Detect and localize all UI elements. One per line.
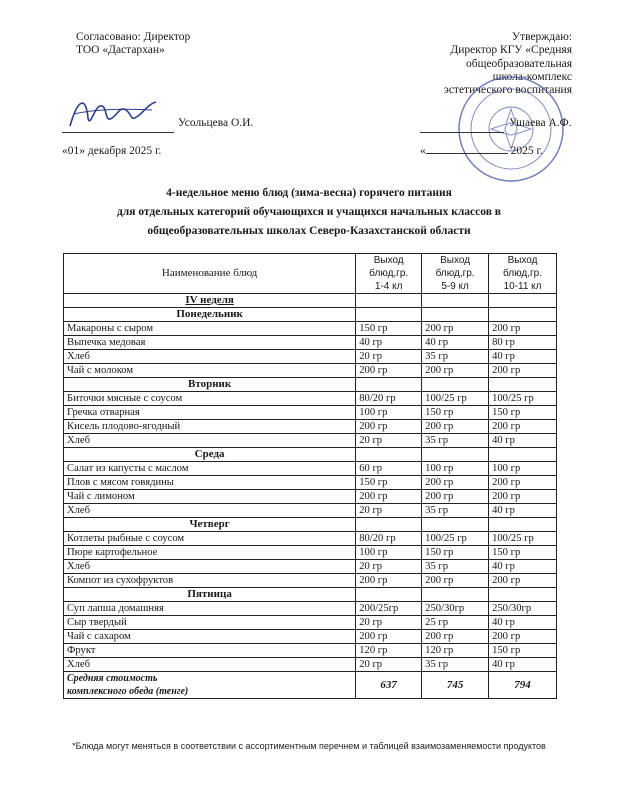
- signer-right: Ушаева А.Ф.: [509, 117, 572, 129]
- header-c3-line3: 10-11 кл: [503, 281, 542, 292]
- dish-name: Пюре картофельное: [64, 546, 356, 560]
- portion-cell: 250/30гр: [489, 602, 557, 616]
- table-row: [64, 392, 557, 406]
- dish-name: Кисель плодово-ягодный: [64, 420, 356, 434]
- table-row: [64, 364, 557, 378]
- header-c1-line1: Выход: [373, 255, 404, 266]
- title-line-3: общеобразовательных школах Северо-Казахстанской области: [147, 225, 471, 237]
- portion-cell: 80/20 гр: [356, 392, 422, 406]
- header-output-1-4: [356, 254, 422, 294]
- portion-cell: 150 гр: [356, 476, 422, 490]
- portion-cell: 200/25гр: [356, 602, 422, 616]
- portion-cell: 150 гр: [422, 406, 489, 420]
- table-row: [64, 462, 557, 476]
- empty-cell: [422, 518, 489, 532]
- portion-cell: 100 гр: [356, 546, 422, 560]
- empty-cell: [356, 308, 422, 322]
- day-label: Понедельник: [64, 308, 356, 322]
- portion-cell: 40 гр: [489, 616, 557, 630]
- empty-cell: [489, 378, 557, 392]
- footnote: *Блюда могут меняться в соответствии с ассортиментным перечнем и таблицей взаимозаменяемости продуктов: [72, 741, 546, 751]
- portion-cell: 200 гр: [489, 574, 557, 588]
- portion-cell: 40 гр: [489, 350, 557, 364]
- portion-cell: 100 гр: [422, 462, 489, 476]
- portion-cell: 20 гр: [356, 560, 422, 574]
- portion-cell: 20 гр: [356, 616, 422, 630]
- portion-cell: 35 гр: [422, 504, 489, 518]
- header-output-5-9: [422, 254, 489, 294]
- header-c2-line3: 5-9 кл: [441, 281, 469, 292]
- portion-cell: 100/25 гр: [489, 392, 557, 406]
- empty-cell: [356, 448, 422, 462]
- dish-name: Биточки мясные с соусом: [64, 392, 356, 406]
- day-row: [64, 588, 557, 602]
- week-row: [64, 294, 557, 308]
- header-output-10-11: [489, 254, 557, 294]
- approval-right-title: Утверждаю:: [511, 31, 572, 43]
- portion-cell: 35 гр: [422, 434, 489, 448]
- portion-cell: 40 гр: [489, 658, 557, 672]
- header-dish-name: Наименование блюд: [64, 254, 356, 294]
- portion-cell: 200 гр: [489, 420, 557, 434]
- portion-cell: 150 гр: [489, 644, 557, 658]
- portion-cell: 150 гр: [489, 546, 557, 560]
- day-label: Вторник: [64, 378, 356, 392]
- dish-name: Салат из капусты с маслом: [64, 462, 356, 476]
- approval-right-line4: школа-комплекс: [492, 70, 572, 83]
- dish-name: Компот из сухофруктов: [64, 574, 356, 588]
- empty-cell: [422, 448, 489, 462]
- dish-name: Котлеты рыбные с соусом: [64, 532, 356, 546]
- table-row: [64, 490, 557, 504]
- portion-cell: 200 гр: [422, 574, 489, 588]
- portion-cell: 200 гр: [356, 490, 422, 504]
- portion-cell: 40 гр: [489, 504, 557, 518]
- portion-cell: 200 гр: [489, 476, 557, 490]
- cost-1-4: 637: [356, 672, 422, 699]
- approval-right-line3: общеобразовательная: [466, 57, 572, 70]
- cost-label-line1: Средняя стоимость: [67, 673, 158, 684]
- approval-right-line5: эстетического воспитания: [443, 84, 572, 97]
- date-left: «01» декабря 2025 г.: [62, 145, 162, 157]
- portion-cell: 200 гр: [422, 630, 489, 644]
- portion-cell: 200 гр: [489, 630, 557, 644]
- empty-cell: [489, 448, 557, 462]
- dish-name: Чай с молоком: [64, 364, 356, 378]
- header-c3-line1: Выход: [507, 255, 538, 266]
- day-row: [64, 448, 557, 462]
- portion-cell: 120 гр: [356, 644, 422, 658]
- dish-name: Хлеб: [64, 504, 356, 518]
- dish-name: Суп лапша домашняя: [64, 602, 356, 616]
- empty-cell: [356, 294, 422, 308]
- empty-cell: [422, 308, 489, 322]
- table-row: [64, 336, 557, 350]
- table-row: [64, 658, 557, 672]
- portion-cell: 80/20 гр: [356, 532, 422, 546]
- day-label: Четверг: [64, 518, 356, 532]
- portion-cell: 200 гр: [422, 322, 489, 336]
- portion-cell: 120 гр: [422, 644, 489, 658]
- table-row: [64, 630, 557, 644]
- title-line-2: для отдельных категорий обучающихся и учащихся начальных классов в: [116, 206, 502, 218]
- dish-name: Макароны с сыром: [64, 322, 356, 336]
- empty-cell: [422, 294, 489, 308]
- signer-left: Усольцева О.И.: [178, 117, 254, 129]
- empty-cell: [489, 588, 557, 602]
- approval-right-line2: Директор КГУ «Средняя: [450, 44, 572, 57]
- dish-name: Сыр твердый: [64, 616, 356, 630]
- cost-label: [64, 672, 356, 699]
- empty-cell: [356, 378, 422, 392]
- cost-label-line2: комплексного обеда (тенге): [67, 686, 189, 697]
- menu-table: [63, 253, 557, 699]
- table-row: [64, 532, 557, 546]
- table-row: [64, 420, 557, 434]
- dish-name: Чай с сахаром: [64, 630, 356, 644]
- portion-cell: 60 гр: [356, 462, 422, 476]
- portion-cell: 35 гр: [422, 350, 489, 364]
- portion-cell: 200 гр: [356, 420, 422, 434]
- dish-name: Фрукт: [64, 644, 356, 658]
- date-right: [420, 145, 543, 157]
- portion-cell: 35 гр: [422, 560, 489, 574]
- portion-cell: 150 гр: [356, 322, 422, 336]
- dish-name: Выпечка медовая: [64, 336, 356, 350]
- table-row: [64, 602, 557, 616]
- empty-cell: [489, 518, 557, 532]
- portion-cell: 20 гр: [356, 434, 422, 448]
- header-c2-line1: Выход: [440, 255, 471, 266]
- table-row: [64, 560, 557, 574]
- table-row: [64, 616, 557, 630]
- empty-cell: [356, 588, 422, 602]
- portion-cell: 200 гр: [422, 476, 489, 490]
- empty-cell: [422, 378, 489, 392]
- table-row: [64, 574, 557, 588]
- portion-cell: 200 гр: [422, 364, 489, 378]
- document-title: [0, 184, 618, 241]
- dish-name: Хлеб: [64, 350, 356, 364]
- portion-cell: 20 гр: [356, 658, 422, 672]
- portion-cell: 20 гр: [356, 350, 422, 364]
- portion-cell: 20 гр: [356, 504, 422, 518]
- date-right-prefix: «: [420, 145, 426, 157]
- cost-row: [64, 672, 557, 699]
- dish-name: Хлеб: [64, 434, 356, 448]
- table-row: [64, 322, 557, 336]
- portion-cell: 100/25 гр: [489, 532, 557, 546]
- approval-left-title: Согласовано: Директор: [76, 31, 191, 43]
- day-label: Пятница: [64, 588, 356, 602]
- portion-cell: 150 гр: [422, 546, 489, 560]
- table-row: [64, 476, 557, 490]
- table-row: [64, 350, 557, 364]
- portion-cell: 200 гр: [356, 364, 422, 378]
- portion-cell: 40 гр: [489, 434, 557, 448]
- approval-left-block: [76, 31, 190, 57]
- cost-5-9: 745: [422, 672, 489, 699]
- header-c3-line2: блюд,гр.: [503, 268, 543, 279]
- empty-cell: [422, 588, 489, 602]
- table-header-row: [64, 254, 557, 294]
- signature-line-right: [420, 132, 504, 133]
- date-right-blank: [426, 153, 508, 154]
- day-label: Среда: [64, 448, 356, 462]
- table-row: [64, 504, 557, 518]
- approval-left-org: ТОО «Дастархан»: [76, 44, 165, 56]
- table-row: [64, 546, 557, 560]
- header-c2-line2: блюд,гр.: [435, 268, 475, 279]
- portion-cell: 250/30гр: [422, 602, 489, 616]
- portion-cell: 40 гр: [489, 560, 557, 574]
- week-label: IV неделя: [64, 294, 356, 308]
- portion-cell: 100/25 гр: [422, 392, 489, 406]
- portion-cell: 100 гр: [489, 462, 557, 476]
- portion-cell: 35 гр: [422, 658, 489, 672]
- portion-cell: 200 гр: [422, 420, 489, 434]
- portion-cell: 100/25 гр: [422, 532, 489, 546]
- portion-cell: 80 гр: [489, 336, 557, 350]
- portion-cell: 40 гр: [422, 336, 489, 350]
- day-row: [64, 518, 557, 532]
- dish-name: Хлеб: [64, 560, 356, 574]
- dish-name: Гречка отварная: [64, 406, 356, 420]
- empty-cell: [489, 308, 557, 322]
- portion-cell: 200 гр: [356, 574, 422, 588]
- date-right-suffix: 2025 г.: [510, 145, 543, 157]
- portion-cell: 200 гр: [356, 630, 422, 644]
- table-row: [64, 644, 557, 658]
- title-line-1: 4-недельное меню блюд (зима-весна) горячего питания: [166, 187, 452, 199]
- portion-cell: 200 гр: [489, 364, 557, 378]
- portion-cell: 200 гр: [489, 490, 557, 504]
- portion-cell: 200 гр: [422, 490, 489, 504]
- dish-name: Плов с мясом говядины: [64, 476, 356, 490]
- empty-cell: [356, 518, 422, 532]
- table-row: [64, 434, 557, 448]
- header-c1-line3: 1-4 кл: [374, 281, 403, 292]
- portion-cell: 200 гр: [489, 322, 557, 336]
- menu-table-body: [64, 294, 557, 672]
- table-row: [64, 406, 557, 420]
- day-row: [64, 378, 557, 392]
- portion-cell: 40 гр: [356, 336, 422, 350]
- cost-10-11: 794: [489, 672, 557, 699]
- official-seal: [456, 74, 566, 184]
- portion-cell: 25 гр: [422, 616, 489, 630]
- dish-name: Чай с лимоном: [64, 490, 356, 504]
- portion-cell: 100 гр: [356, 406, 422, 420]
- day-row: [64, 308, 557, 322]
- signature-left: [60, 88, 170, 136]
- dish-name: Хлеб: [64, 658, 356, 672]
- header-c1-line2: блюд,гр.: [369, 268, 409, 279]
- empty-cell: [489, 294, 557, 308]
- portion-cell: 150 гр: [489, 406, 557, 420]
- signature-line-left: [62, 132, 174, 133]
